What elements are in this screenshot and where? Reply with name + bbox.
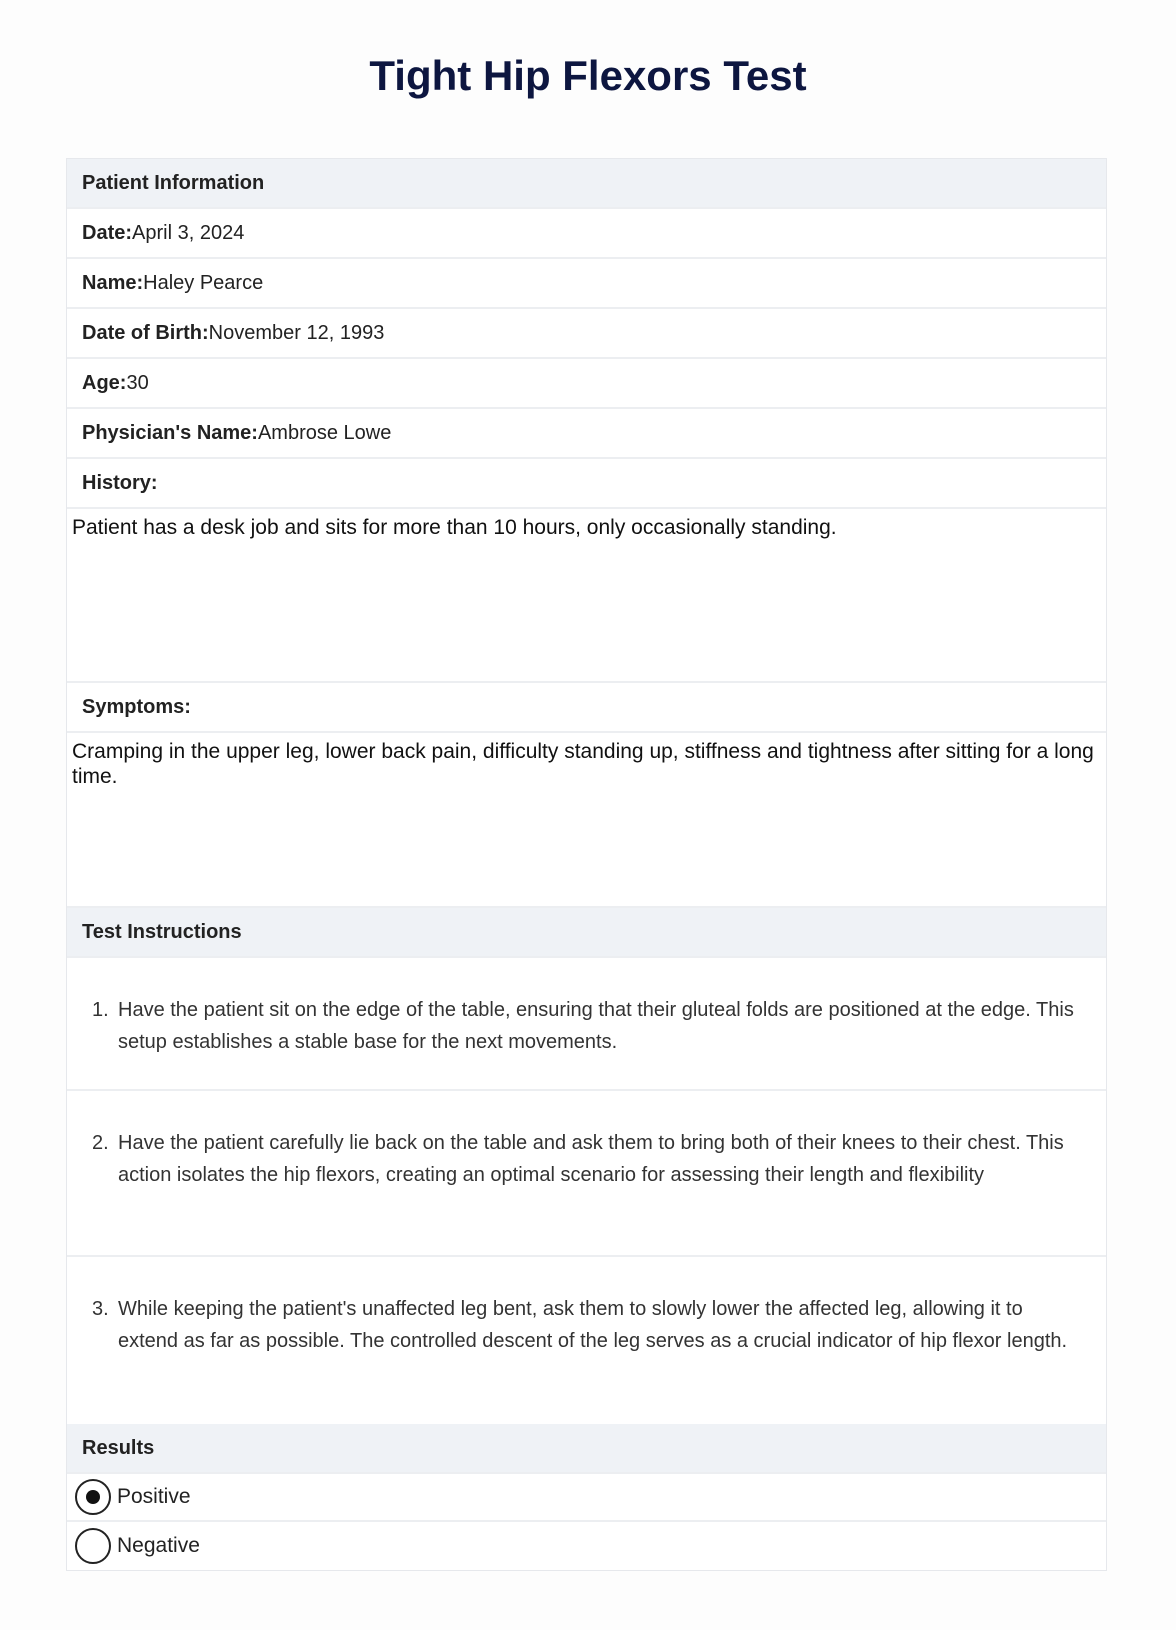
item-number: 1.: [92, 999, 109, 1021]
field-value[interactable]: November 12, 1993: [208, 321, 385, 344]
instructions-header: Test Instructions: [67, 908, 1106, 958]
name-field: [67, 259, 1106, 309]
result-negative-option[interactable]: [67, 1522, 1106, 1570]
physician-field: [67, 409, 1106, 459]
patient-info-header: Patient Information: [67, 159, 1106, 209]
item-number: 2.: [92, 1132, 109, 1154]
field-value[interactable]: April 3, 2024: [132, 221, 245, 244]
age-field: [67, 359, 1106, 409]
page-title: Tight Hip Flexors Test: [369, 52, 807, 99]
option-label: Positive: [117, 1485, 191, 1508]
date-field: [67, 209, 1106, 259]
field-label: Date of Birth:: [82, 321, 209, 344]
history-textarea[interactable]: Patient has a desk job and sits for more than 10 hours, only occasionally standing.: [67, 509, 1106, 683]
field-value[interactable]: Haley Pearce: [143, 271, 264, 294]
history-label-text: History:: [82, 471, 158, 494]
item-text: While keeping the patient's unaffected leg bent, ask them to slowly lower the affected leg, allowing it to extend as far as possible. The controlled descent of the leg serves as a crucial indicator of hip flexor length.: [118, 1298, 1068, 1352]
instruction-item: [67, 958, 1106, 1091]
field-value[interactable]: Ambrose Lowe: [257, 421, 392, 444]
radio-button-selected[interactable]: [75, 1479, 111, 1515]
item-text: Have the patient sit on the edge of the table, ensuring that their gluteal folds are positioned at the edge. This setup establishes a stable base for the next movements.: [118, 999, 1074, 1053]
item-number: 3.: [92, 1298, 109, 1320]
item-text: Have the patient carefully lie back on the table and ask them to bring both of their knees to their chest. This action isolates the hip flexors, creating an optimal scenario for assessing their length and flexibility: [118, 1132, 1064, 1186]
symptoms-label: [67, 683, 1106, 733]
field-value[interactable]: 30: [126, 371, 149, 394]
history-label: [67, 459, 1106, 509]
field-label: Name:: [82, 271, 144, 294]
option-label: Negative: [117, 1534, 200, 1557]
symptoms-label-text: Symptoms:: [82, 695, 191, 718]
field-label: Age:: [82, 371, 127, 394]
results-header: Results: [67, 1424, 1106, 1474]
field-label: Physician's Name:: [82, 421, 258, 444]
instruction-item: [67, 1257, 1106, 1424]
result-positive-option[interactable]: [67, 1474, 1106, 1522]
dob-field: [67, 309, 1106, 359]
radio-button[interactable]: [75, 1528, 111, 1564]
radio-dot: [86, 1490, 100, 1504]
instruction-item: [67, 1091, 1106, 1257]
form-table: [66, 158, 1107, 1571]
field-label: Date:: [82, 221, 133, 244]
symptoms-textarea[interactable]: Cramping in the upper leg, lower back pain, difficulty standing up, stiffness and tightness after sitting for a long time.: [67, 733, 1106, 908]
